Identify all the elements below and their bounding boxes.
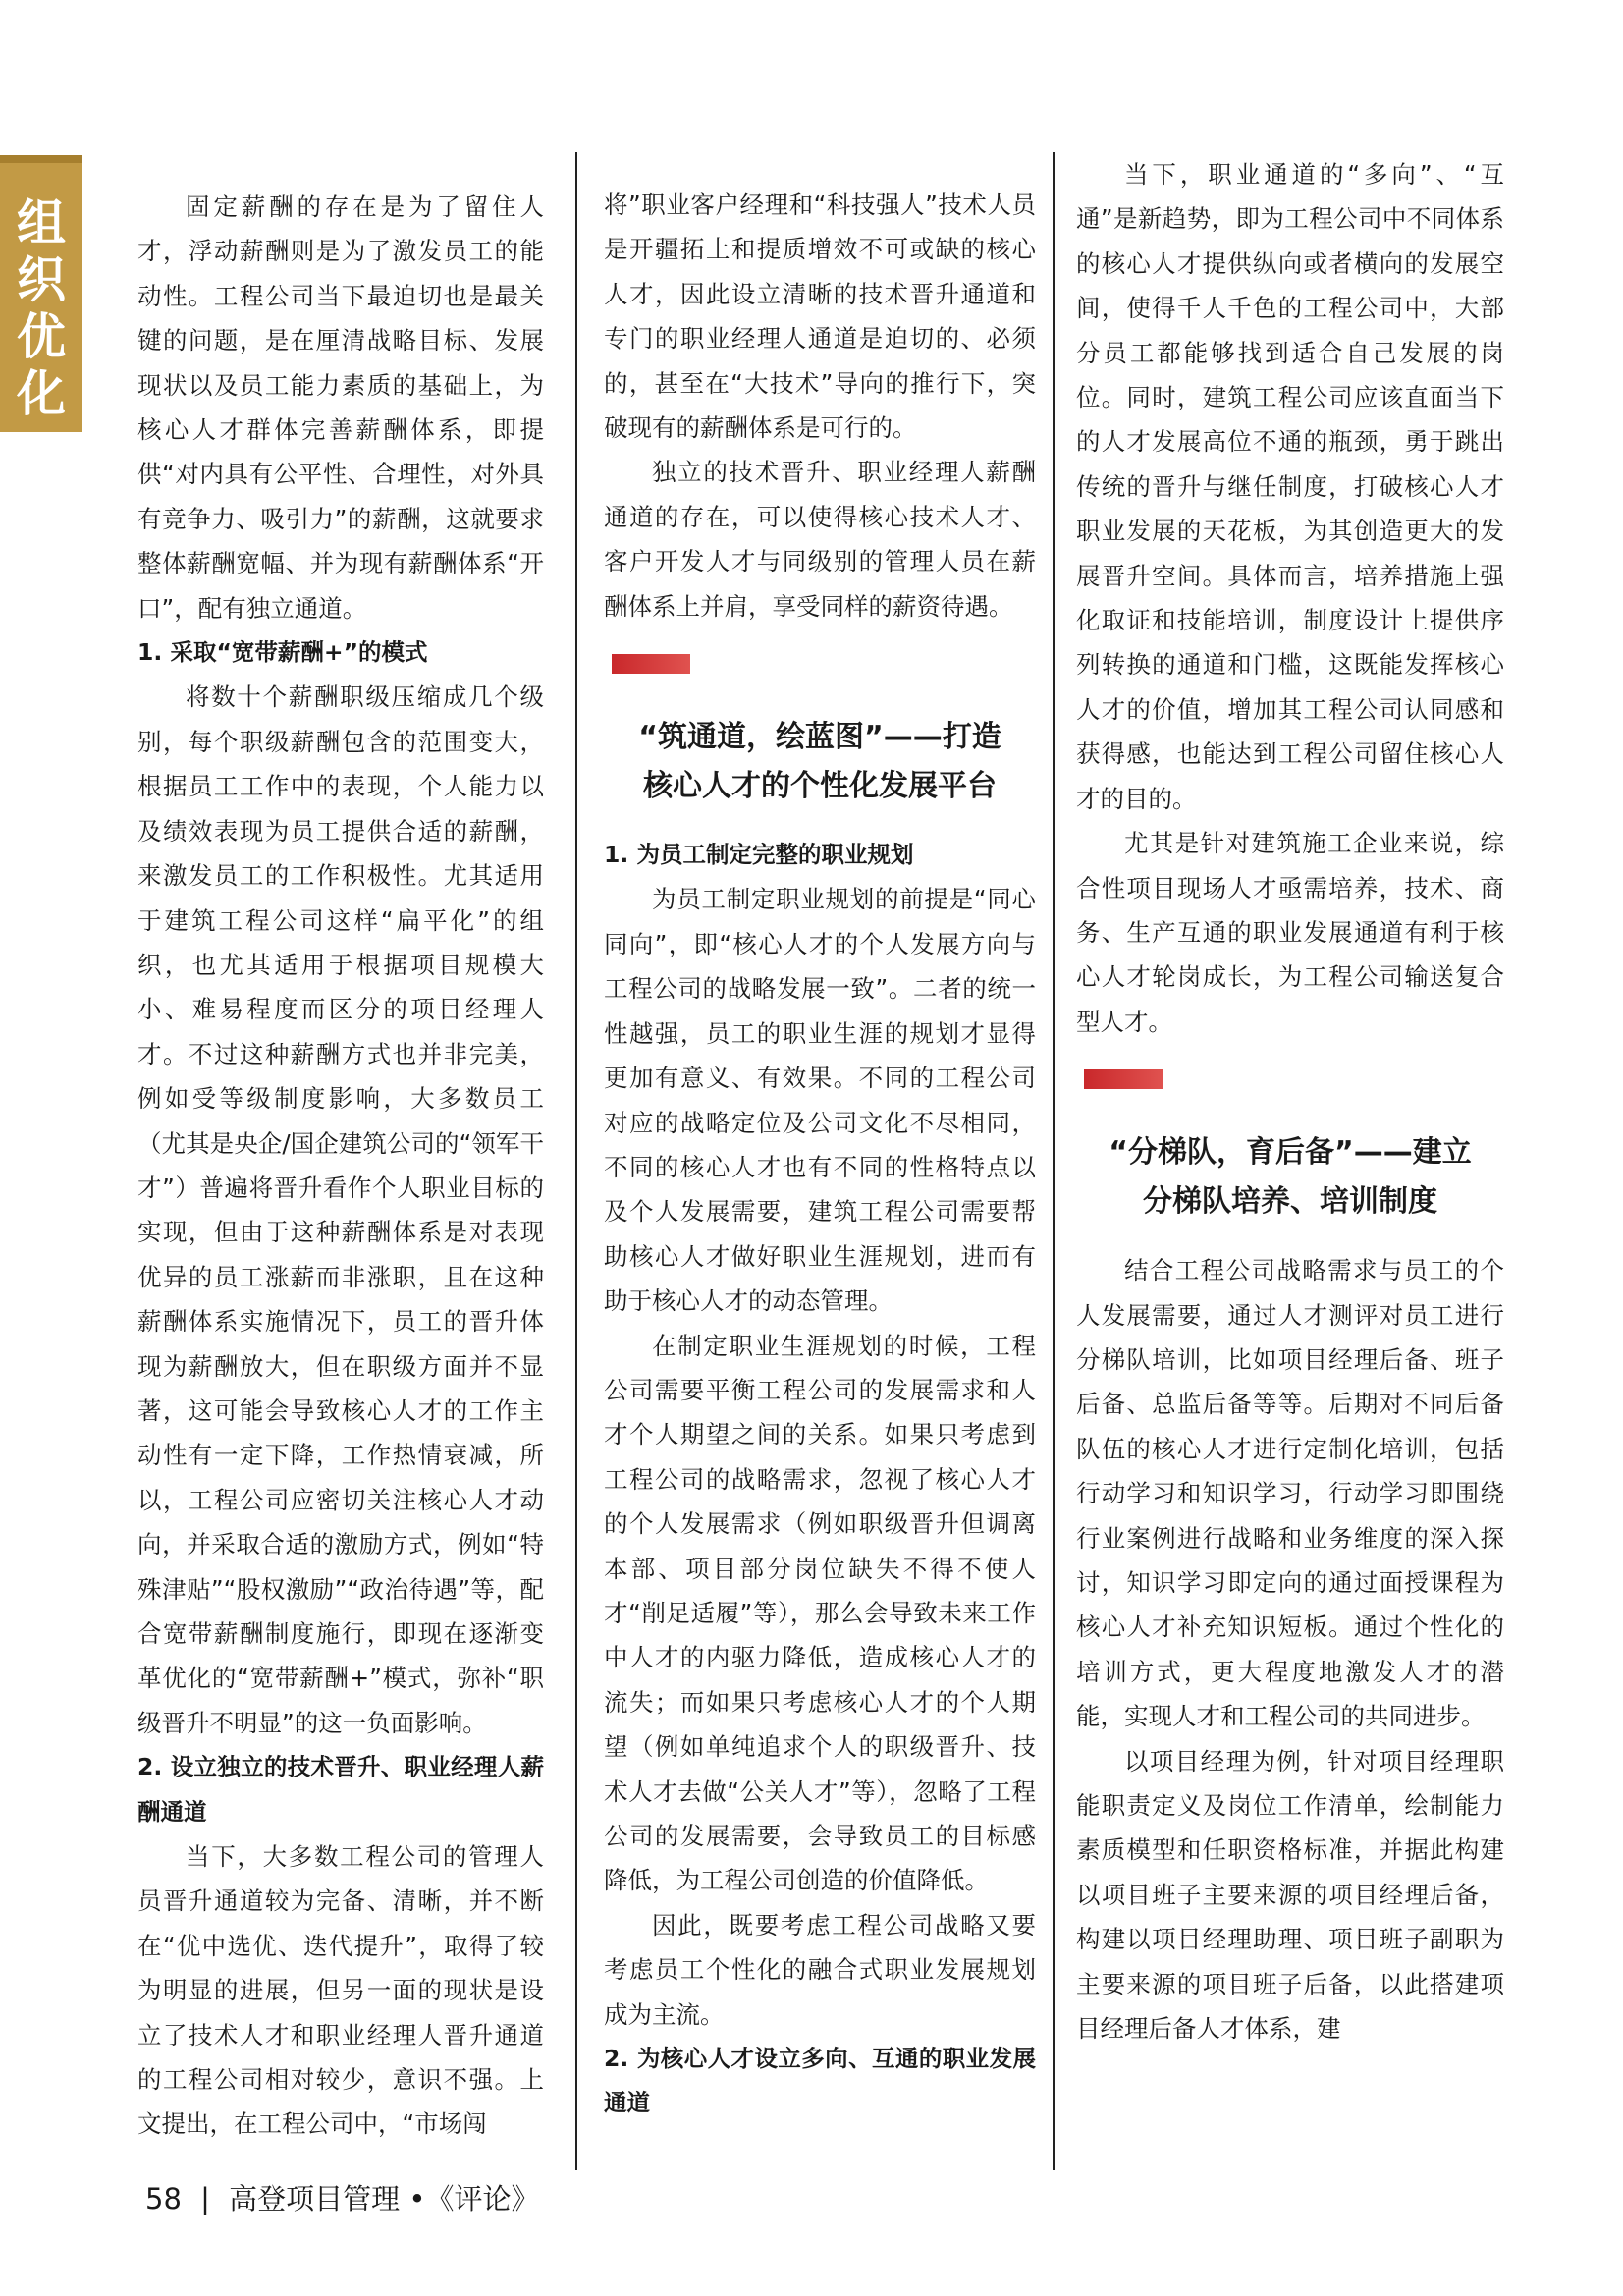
section-marker-bar	[612, 654, 690, 674]
section-title	[1076, 1128, 1504, 1227]
paragraph: 独立的技术晋升、职业经理人薪酬通道的存在，可以使得核心技术人才、客户开发人才与同级别的管理人员在薪酬体系上并肩，享受同样的薪资待遇。	[604, 458, 1036, 621]
section-title-line-1: “筑通道，绘蓝图”——打造	[638, 720, 1001, 755]
subheading: 2. 设立独立的技术晋升、职业经理人薪酬通道	[137, 1753, 544, 1826]
section-title-line-1: “分梯队，育后备”——建立	[1109, 1135, 1472, 1171]
column-2	[604, 183, 1036, 2126]
paragraph: 固定薪酬的存在是为了留住人才，浮动薪酬则是为了激发员工的能动性。工程公司当下最迫切也是最关键的问题，是在厘清战略目标、发展现状以及员工能力素质的基础上，为核心人才群体完善薪酬体系，即提供“对内具有公平性、合理性，对外具有竞争力、吸引力”的薪酬，这就要求整体薪酬宽幅、并为现有薪酬体系“开口”，配有独立通道。	[137, 192, 544, 623]
paragraph-continued: 将”职业客户经理和“科技强人”技术人员是开疆拓土和提质增效不可或缺的核心人才，因此设立清晰的技术晋升通道和专门的职业经理人通道是迫切的、必须的，甚至在“大技术”导向的推行下，突破现有的薪酬体系是可行的。	[604, 191, 1036, 443]
paragraph: 在制定职业生涯规划的时候，工程公司需要平衡工程公司的发展需求和人才个人期望之间的关系。如果只考虑到工程公司的战略需求，忽视了核心人才的个人发展需求（例如职级晋升但调离本部、项目部分岗位缺失不得不使人才“削足适履”等），那么会导致未来工作中人才的内驱力降低，造成核心人才的流失；而如果只考虑核心人才的个人期望（例如单纯追求个人的职级晋升、技术人才去做“公关人才”等），忽略了工程公司的发展需要，会导致员工的目标感降低，为工程公司创造的价值降低。	[604, 1331, 1036, 1895]
paragraph: 因此，既要考虑工程公司战略又要考虑员工个性化的融合式职业发展规划成为主流。	[604, 1910, 1036, 2029]
section-tab	[0, 155, 82, 432]
column-3	[1076, 152, 1504, 2050]
subheading: 1. 为员工制定完整的职业规划	[604, 841, 914, 869]
paragraph: 以项目经理为例，针对项目经理职能职责定义及岗位工作清单，绘制能力素质模型和任职资格标准，并据此构建以项目班子主要来源的项目经理后备，构建以项目经理助理、项目班子副职为主要来源的项目班子后备，以此搭建项目经理后备人才体系，建	[1076, 1746, 1504, 2044]
section-tab-label: 组 织 优 化	[17, 194, 66, 422]
paragraph: 当下，大多数工程公司的管理人员晋升通道较为完备、清晰，并不断在“优中选优、迭代提升”，取得了较为明显的进展，但另一面的现状是设立了技术人才和职业经理人晋升通道的工程公司相对较少，意识不强。上文提出，在工程公司中，“市场闯	[137, 1842, 544, 2139]
subheading: 2. 为核心人才设立多向、互通的职业发展通道	[604, 2045, 1036, 2117]
paragraph: 当下，职业通道的“多向”、“互通”是新趋势，即为工程公司中不同体系的核心人才提供纵向或者横向的发展空间，使得千人千色的工程公司中，大部分员工都能够找到适合自己发展的岗位。同时，建筑工程公司应该直面当下的人才发展高位不通的瓶颈，勇于跳出传统的晋升与继任制度，打破核心人才职业发展的天花板，为其创造更大的发展晋升空间。具体而言，培养措施上强化取证和技能培训，制度设计上提供序列转换的通道和门槛，这既能发挥核心人才的价值，增加其工程公司认同感和获得感，也能达到工程公司留住核心人才的目的。	[1076, 160, 1504, 813]
page-footer	[145, 2177, 539, 2217]
section-title-line-2: 分梯队培养、培训制度	[1143, 1184, 1437, 1220]
footer-separator: |	[200, 2182, 210, 2215]
column-divider-2	[1053, 152, 1055, 2170]
column-1	[137, 185, 544, 2147]
subheading: 1. 采取“宽带薪酬+”的模式	[137, 638, 428, 667]
paragraph: 为员工制定职业规划的前提是“同心同向”，即“核心人才的个人发展方向与工程公司的战略发展一致”。二者的统一性越强，员工的职业生涯的规划才显得更加有意义、有效果。不同的工程公司对应的战略定位及公司文化不尽相同，不同的核心人才也有不同的性格特点以及个人发展需要，建筑工程公司需要帮助核心人才做好职业生涯规划，进而有助于核心人才的动态管理。	[604, 885, 1036, 1316]
column-divider-1	[575, 152, 577, 2170]
paragraph: 将数十个薪酬职级压缩成几个级别，每个职级薪酬包含的范围变大，根据员工工作中的表现，个人能力以及绩效表现为员工提供合适的薪酬，来激发员工的工作积极性。尤其适用于建筑工程公司这样“扁平化”的组织，也尤其适用于根据项目规模大小、难易程度而区分的项目经理人才。不过这种薪酬方式也并非完美，例如受等级制度影响，大多数员工（尤其是央企/国企建筑公司的“领军干才”）普遍将晋升看作个人职业目标的实现，但由于这种薪酬体系是对表现优异的员工涨薪而非涨职，且在这种薪酬体系实施情况下，员工的晋升体现为薪酬放大，但在职级方面并不显著，这可能会导致核心人才的工作主动性有一定下降，工作热情衰减，所以，工程公司应密切关注核心人才动向，并采取合适的激励方式，例如“特殊津贴”“股权激励”“政治待遇”等，配合宽带薪酬制度施行，即现在逐渐变革优化的“宽带薪酬+”模式，弥补“职级晋升不明显”的这一负面影响。	[137, 683, 544, 1737]
section-marker-bar	[1084, 1069, 1163, 1089]
section-title	[604, 713, 1036, 811]
publication-name: 高登项目管理 •《评论》	[229, 2182, 540, 2215]
page-number: 58	[145, 2182, 182, 2215]
paragraph: 结合工程公司战略需求与员工的个人发展需要，通过人才测评对员工进行分梯队培训，比如项目经理后备、班子后备、总监后备等等。后期对不同后备队伍的核心人才进行定制化培训，包括行动学习和知识学习，行动学习即围绕行业案例进行战略和业务维度的深入探讨，知识学习即定向的通过面授课程为核心人才补充知识短板。通过个性化的培训方式，更大程度地激发人才的潜能，实现人才和工程公司的共同进步。	[1076, 1256, 1504, 1731]
paragraph: 尤其是针对建筑施工企业来说，综合性项目现场人才亟需培养，技术、商务、生产互通的职业发展通道有利于核心人才轮岗成长，为工程公司输送复合型人才。	[1076, 829, 1504, 1036]
section-title-line-2: 核心人才的个性化发展平台	[643, 769, 997, 804]
